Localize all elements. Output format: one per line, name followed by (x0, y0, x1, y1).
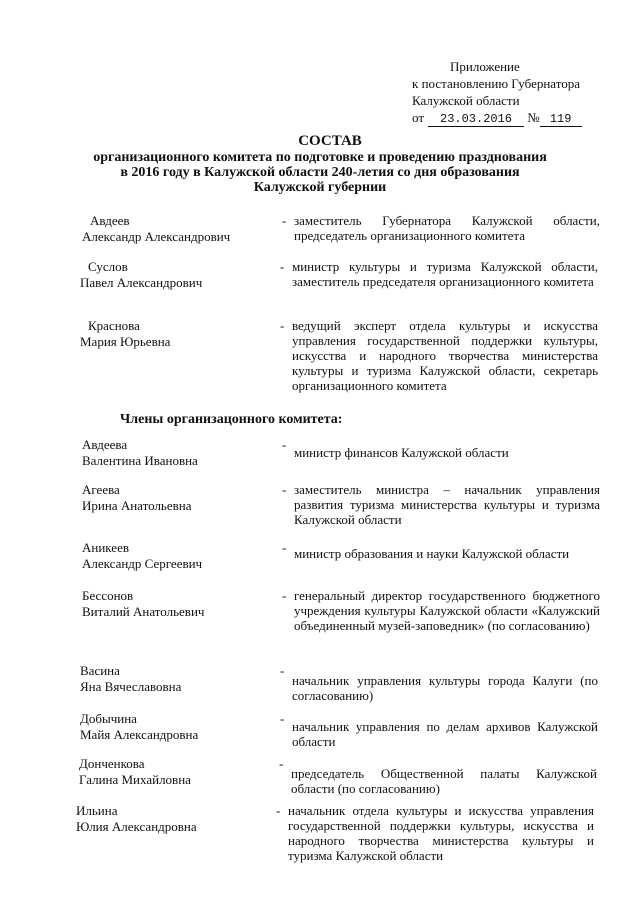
person-name (80, 663, 270, 695)
dash: - (282, 213, 287, 228)
surname: Добычина (80, 711, 137, 726)
dash: - (280, 318, 285, 333)
position: начальник отдела культуры и искусства управления государственной поддержки культуры, искусства и народного творчества министерства культуры и туризма Калужской области (288, 803, 594, 863)
person-name (80, 318, 270, 350)
surname: Авдеев (90, 213, 130, 228)
position: начальник управления культуры города Калуги (по согласованию) (292, 673, 598, 703)
given-names: Майя Александровна (80, 727, 199, 742)
dash: - (276, 803, 281, 818)
surname: Васина (80, 663, 120, 678)
given-names: Юлия Александровна (76, 819, 197, 834)
person-name (82, 540, 272, 572)
given-names: Александр Сергеевич (82, 556, 203, 571)
person-name (82, 482, 272, 514)
given-names: Александр Александрович (82, 229, 231, 244)
person-name (76, 803, 266, 835)
person-name (82, 213, 272, 245)
position: министр культуры и туризма Калужской области, заместитель председателя организационного комитета (292, 259, 598, 289)
position: председатель Общественной палаты Калужской области (по согласованию) (291, 766, 597, 796)
members-heading: Члены организацонного комитета: (120, 412, 343, 427)
given-names: Виталий Анатольевич (82, 604, 205, 619)
position: ведущий эксперт отдела культуры и искусства управления государственной поддержки культуры, искусства и народного творчества министерства культуры и туризма Калужской области, секретарь организационного комитета (292, 318, 598, 393)
title-line-2: в 2016 году в Калужской области 240-летия со дня образования (120, 165, 520, 180)
surname: Суслов (88, 259, 128, 274)
dash: - (280, 711, 285, 726)
surname: Аникеев (82, 540, 129, 555)
dash: - (282, 588, 287, 603)
number-field: 119 (540, 113, 582, 127)
given-names: Павел Александрович (80, 275, 203, 290)
dash: - (280, 663, 285, 678)
given-names: Мария Юрьевна (80, 334, 171, 349)
person-name (80, 711, 270, 743)
given-names: Яна Вячеславовна (80, 679, 182, 694)
dash: - (279, 756, 284, 771)
given-names: Галина Михайловна (79, 772, 191, 787)
document-title (0, 134, 640, 195)
appendix-block (412, 58, 582, 127)
dash: - (282, 482, 287, 497)
position: министр финансов Калужской области (294, 445, 509, 460)
surname: Авдеева (82, 437, 128, 452)
surname: Бессонов (82, 588, 134, 603)
date-field: 23.03.2016 (428, 113, 524, 127)
position: начальник управления по делам архивов Калужской области (292, 719, 598, 749)
dash: - (280, 259, 285, 274)
person-name (82, 437, 272, 469)
date-prefix: от (412, 110, 425, 125)
person-name (82, 588, 272, 620)
given-names: Валентина Ивановна (82, 453, 198, 468)
surname: Агеева (82, 482, 120, 497)
dash: - (282, 437, 287, 452)
surname: Донченкова (79, 756, 145, 771)
dash: - (282, 540, 287, 555)
position: заместитель министра – начальник управления развития туризма министерства культуры и туризма Калужской области (294, 482, 600, 527)
title-line-1: организационного комитета по подготовке и проведению празднования (93, 150, 547, 165)
surname: Краснова (88, 318, 140, 333)
position: заместитель Губернатора Калужской области, председатель организационного комитета (294, 213, 600, 243)
position: министр образования и науки Калужской области (294, 546, 570, 561)
appendix-region: Калужской области (412, 93, 520, 108)
appendix-date-line (412, 109, 582, 127)
title-line-3: Калужской губернии (253, 180, 387, 195)
person-name (79, 756, 269, 788)
position: генеральный директор государственного бюджетного учреждения культуры Калужской области «Калужский объединенный музей-заповедник» (по согласованию) (294, 588, 600, 633)
surname: Ильина (76, 803, 118, 818)
given-names: Ирина Анатольевна (82, 498, 192, 513)
appendix-reference: к постановлению Губернатора (412, 76, 581, 91)
person-name (80, 259, 270, 291)
appendix-title: Приложение (450, 59, 520, 74)
number-prefix: № (527, 110, 540, 125)
title-heading: СОСТАВ (298, 133, 362, 149)
